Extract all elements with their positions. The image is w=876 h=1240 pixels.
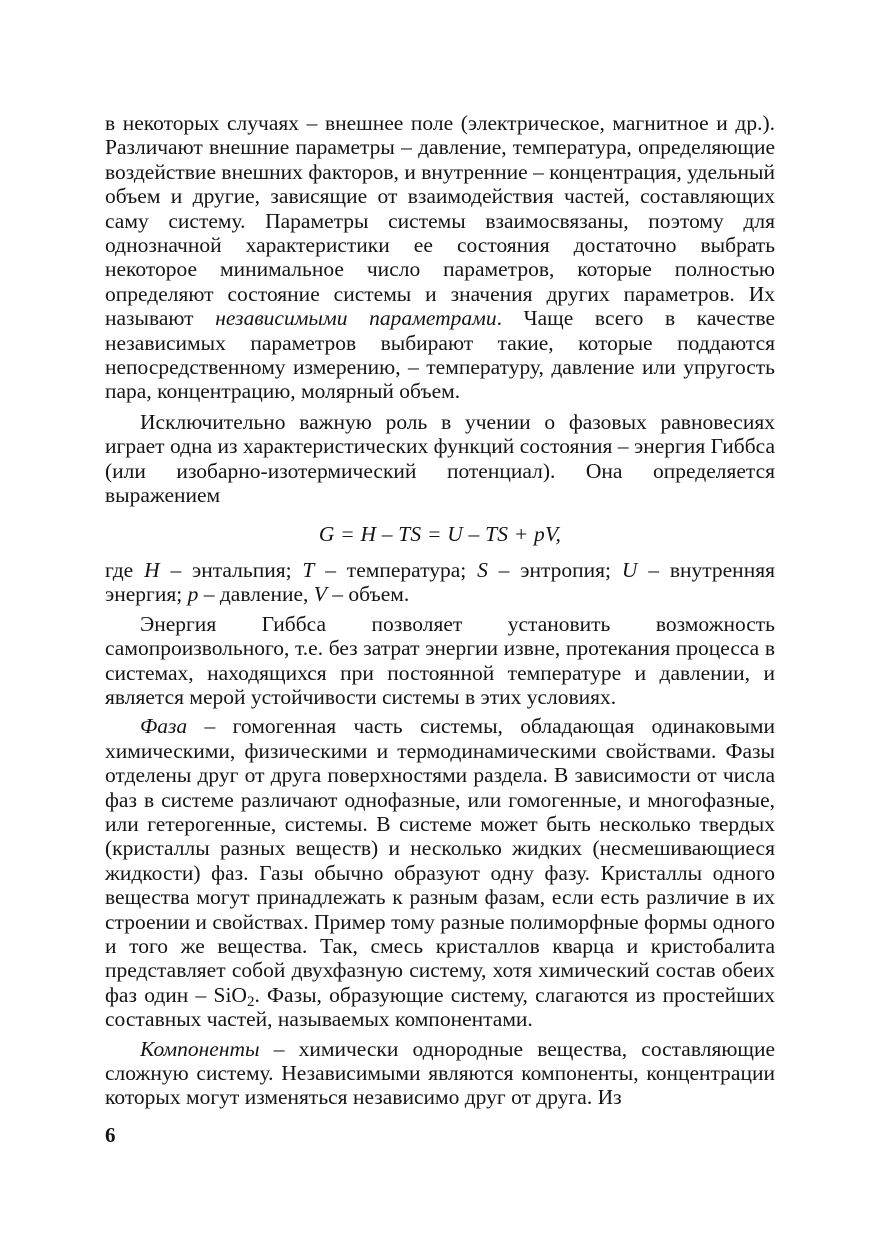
paragraph-text: где <box>105 557 145 582</box>
paragraph-phase <box>105 714 775 1031</box>
paragraph-components <box>105 1037 775 1110</box>
paragraph-text: Энергия Гиббса позволяет установить возможность самопроизвольного, т.е. без затрат энергии извне, протекания процесса в системах, находящихся при постоянной температуре и давлении, и является мерой устойчивости системы в этих условиях. <box>105 611 775 709</box>
paragraph-text: Исключительно важную роль в учении о фазовых равновесиях играет одна из характеристических функций состояния – энергия Гиббса (или изобарно-изотермический потенциал). Она определяется выражением <box>105 409 775 508</box>
variable-h: H <box>144 557 160 582</box>
variable-v: V <box>313 582 327 607</box>
paragraph-parameters <box>105 111 775 404</box>
paragraph-text: – температура; <box>314 557 478 582</box>
paragraph-text: . Чаще всего в качестве независимых параметров выбирают такие, которые поддаются непосредственному измерению, – температуру, давление или упругость пара, концентрацию, молярный объем. <box>105 306 776 404</box>
paragraph-text: . Фазы, образующие систему, слагаются из простейших составных частей, называемых компонентами. <box>105 982 775 1032</box>
paragraph-text: – объем. <box>326 582 410 607</box>
term-phase: Фаза <box>140 714 188 739</box>
gibbs-formula <box>105 522 775 546</box>
variable-u: U <box>621 557 638 582</box>
page-body <box>105 111 775 1115</box>
paragraph-formula-legend <box>105 558 775 607</box>
paragraph-text: – энтропия; <box>487 557 622 582</box>
term-components: Компоненты <box>140 1036 260 1061</box>
term-independent-parameters: независимыми параметрами <box>215 306 497 331</box>
variable-s: S <box>477 557 488 582</box>
paragraph-text: в некоторых случаях – внешнее поле (электрическое, магнитное и др.). Различают внешние параметры – давление, температура, определяющие воздействие внешних факторов, и внутренние – концентрация, удельный объем и другие, зависящие от взаимодействия частей, составляющих саму систему. Параметры системы взаимосвязаны, поэтому для однозначной характеристики ее состояния достаточно выбрать некоторое минимальное число параметров, которые полностью определяют состояние системы и значения других параметров. Их называют <box>105 111 775 331</box>
paragraph-text: – гомогенная часть системы, обладающая одинаковыми химическими, физическими и термодинамическими свойствами. Фазы отделены друг от друга поверхностями раздела. В зависимости от числа фаз в системе различают однофазные, или гомогенные, и многофазные, или гетерогенные, системы. В системе может быть несколько твердых (кристаллы разных веществ) и несколько жидких (несмешивающиеся жидкости) фаз. Газы обычно образуют одну фазу. Кристаллы одного вещества могут принадлежать к разным фазам, если есть различие в их строении и свойствах. Пример тому разные полиморфные формы одного и того же вещества. Так, смесь кристаллов кварца и кристобалита представляет собой двухфазную систему, хотя химический состав обеих фаз один – SiO <box>105 714 775 1007</box>
variable-t: T <box>302 557 315 582</box>
paragraph-text: – энтальпия; <box>159 557 303 582</box>
subscript: 2 <box>246 993 255 1010</box>
paragraph-text: – давление, <box>198 582 314 607</box>
paragraph-text: – внутренняя энергия; <box>105 557 775 607</box>
paragraph-text: – химически однородные вещества, составляющие сложную систему. Независимыми являются компоненты, концентрации которых могут изменяться независимо друг от друга. Из <box>105 1036 775 1110</box>
variable-p: p <box>187 582 199 607</box>
page-number: 6 <box>105 1123 116 1147</box>
paragraph-gibbs-intro <box>105 410 775 508</box>
formula-text: G = H – TS = U – TS + pV, <box>318 521 562 546</box>
paragraph-gibbs-meaning <box>105 612 775 710</box>
